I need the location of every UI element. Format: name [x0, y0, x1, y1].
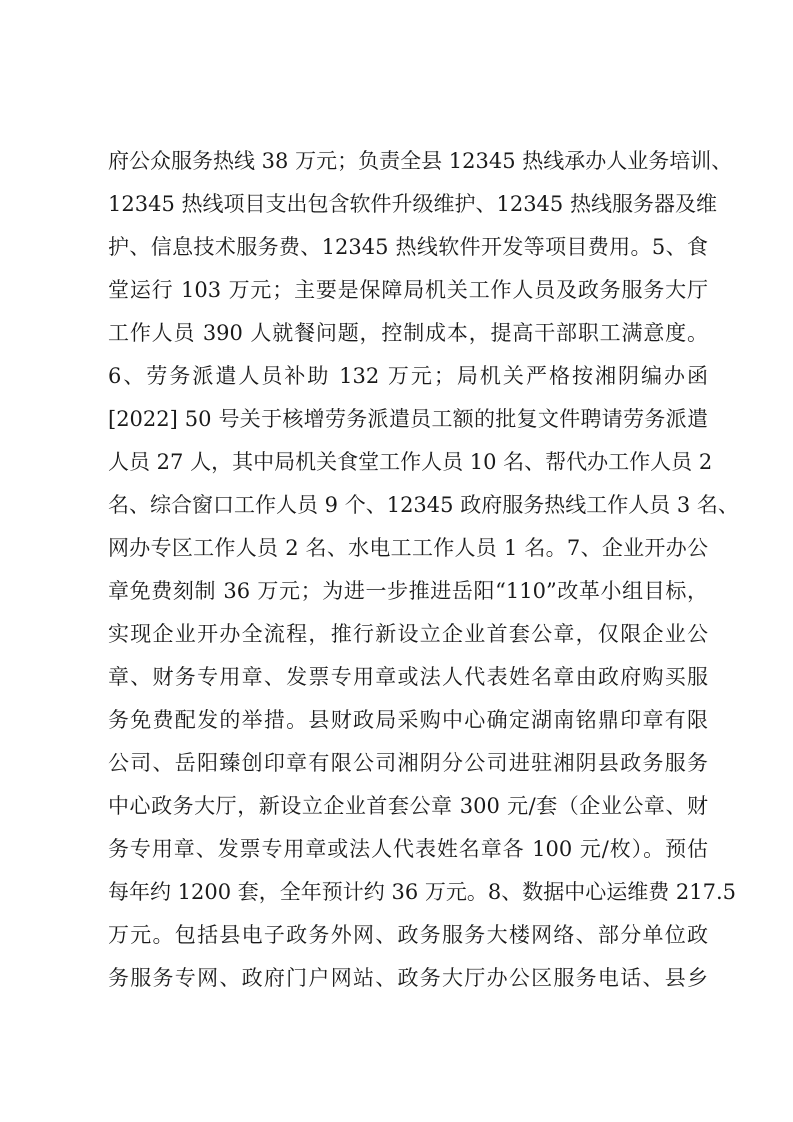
text-line: 12345 热线项目支出包含软件升级维护、12345 热线服务器及维: [108, 192, 717, 216]
text-line: 万元。包括县电子政务外网、政务服务大楼网络、部分单位政: [108, 923, 708, 947]
text-line: 堂运行 103 万元；主要是保障局机关工作人员及政务服务大厅: [108, 278, 708, 302]
text-line: 网办专区工作人员 2 名、水电工工作人员 1 名。7、企业开办公: [108, 536, 708, 560]
text-line: [2022] 50 号关于核增劳务派遣员工额的批复文件聘请劳务派遣: [108, 407, 708, 431]
text-line: 名、综合窗口工作人员 9 个、12345 政府服务热线工作人员 3 名、: [108, 493, 739, 517]
text-line: 工作人员 390 人就餐问题，控制成本，提高干部职工满意度。: [108, 321, 708, 345]
text-line: 务免费配发的举措。县财政局采购中心确定湖南铭鼎印章有限: [108, 708, 708, 732]
text-line: 中心政务大厅，新设立企业首套公章 300 元/套（企业公章、财: [108, 794, 708, 818]
text-line: 护、信息技术服务费、12345 热线软件开发等项目费用。5、食: [108, 235, 708, 259]
text-line: 府公众服务热线 38 万元；负责全县 12345 热线承办人业务培训、: [108, 149, 733, 173]
text-line: 人员 27 人，其中局机关食堂工作人员 10 名、帮代办工作人员 2: [108, 450, 713, 474]
text-line: 公司、岳阳臻创印章有限公司湘阴分公司进驻湘阴县政务服务: [108, 751, 708, 775]
text-line: 每年约 1200 套，全年预计约 36 万元。8、数据中心运维费 217.5: [108, 880, 737, 904]
text-line: 务服务专网、政府门户网站、政务大厅办公区服务电话、县乡: [108, 966, 708, 990]
text-line: 6、劳务派遣人员补助 132 万元；局机关严格按湘阴编办函: [108, 364, 708, 388]
body-text: [108, 140, 739, 1000]
text-line: 实现企业开办全流程，推行新设立企业首套公章，仅限企业公: [108, 622, 708, 646]
text-line: 务专用章、发票专用章或法人代表姓名章各 100 元/枚）。预估: [108, 837, 708, 861]
text-line: 章、财务专用章、发票专用章或法人代表姓名章由政府购买服: [108, 665, 708, 689]
text-line: 章免费刻制 36 万元；为进一步推进岳阳“110”改革小组目标，: [108, 579, 708, 603]
